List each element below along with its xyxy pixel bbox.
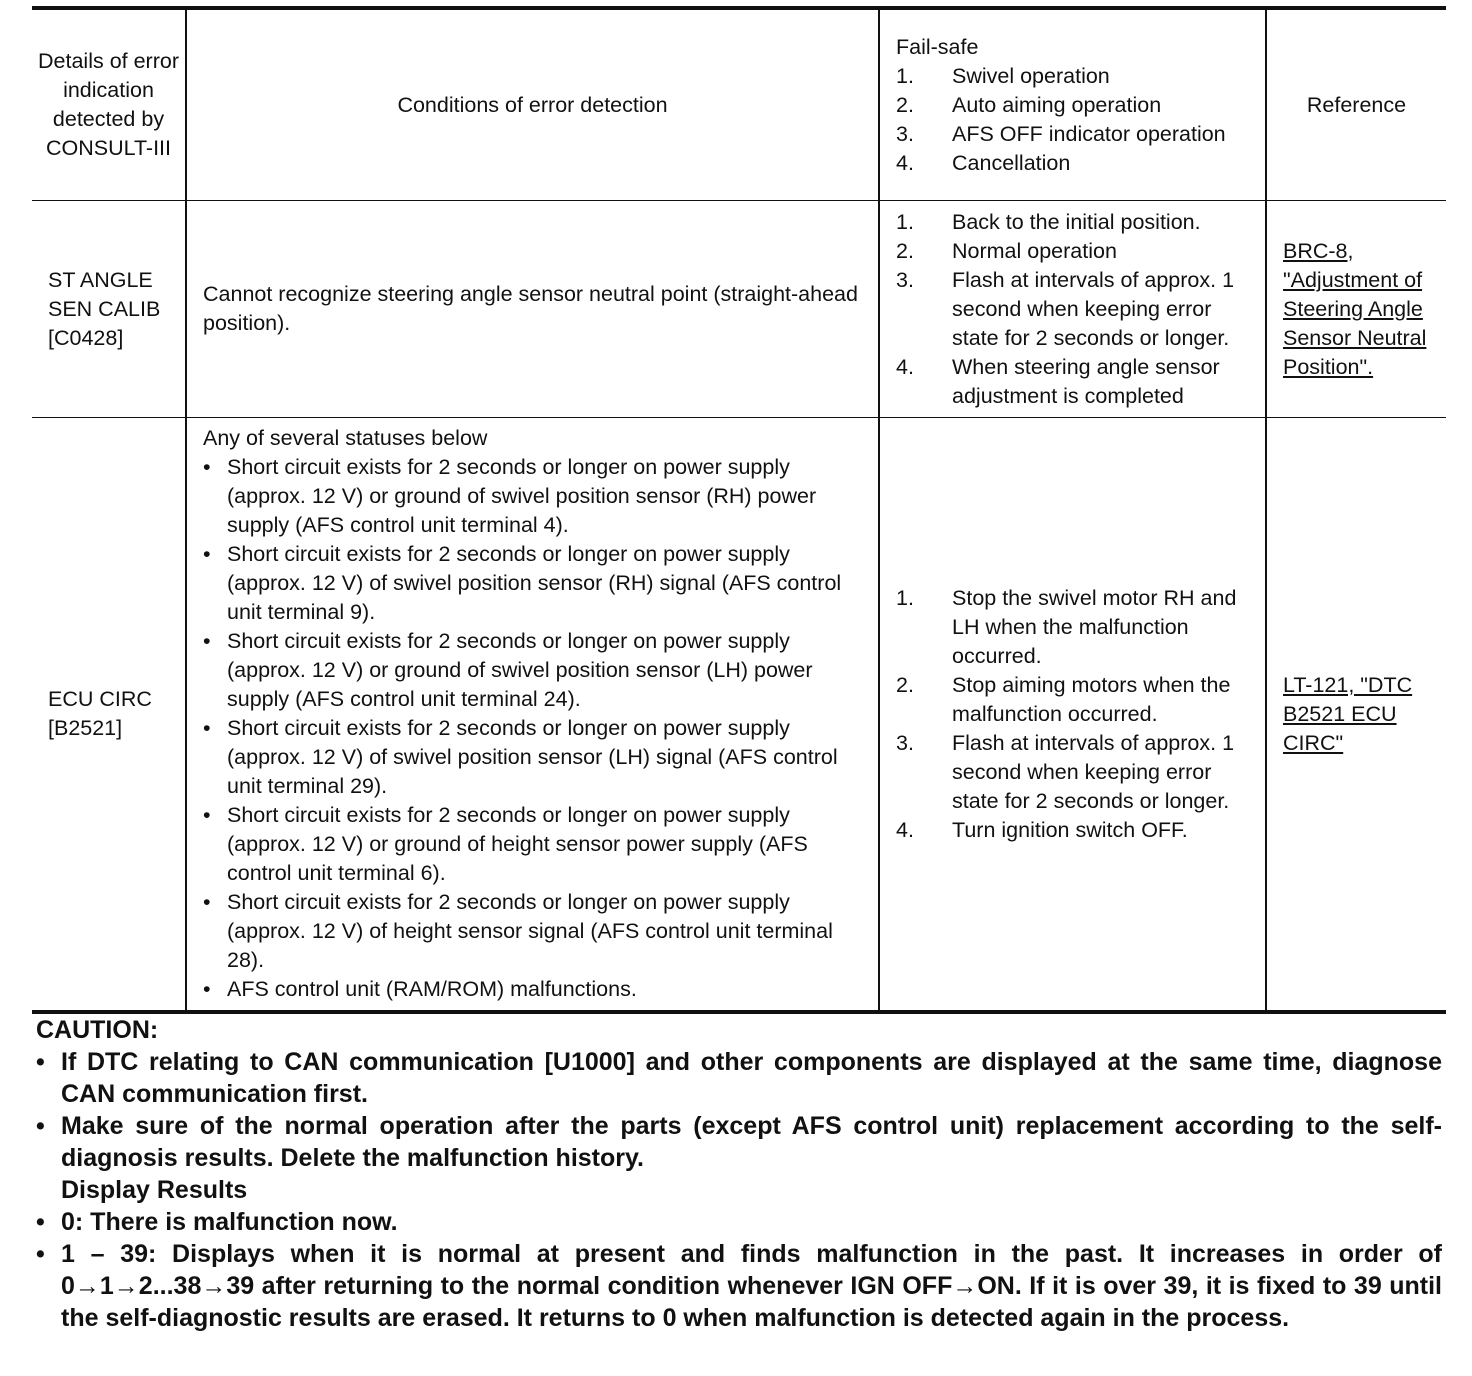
header-details: Details of error indication detected by CONSULT-III bbox=[38, 49, 179, 160]
reference-link[interactable]: BRC-8, "Adjustment of Steering Angle Sensor Neutral Position". bbox=[1283, 238, 1427, 379]
header-failsafe bbox=[879, 8, 1266, 201]
caution-section bbox=[36, 1014, 1442, 1334]
reference-cell bbox=[1266, 201, 1446, 418]
list-item: • Short circuit exists for 2 seconds or longer on power supply (approx. 12 V) of swivel position sensor (RH) signal (AFS control unit terminal 9). bbox=[203, 542, 842, 624]
header-conditions: Conditions of error detection bbox=[186, 8, 879, 201]
failsafe-title: Fail-safe bbox=[896, 34, 979, 59]
list-item: 2. Normal operation bbox=[896, 238, 1117, 263]
list-item: • AFS control unit (RAM/ROM) malfunctions. bbox=[203, 977, 637, 1001]
dtc-code-cell: ECU CIRC [B2521] bbox=[48, 687, 152, 740]
list-item: 1. Back to the initial position. bbox=[896, 209, 1201, 234]
caution-item: • If DTC relating to CAN communication [U1000] and other components are displayed at the same time, diagnose CAN communication first. bbox=[36, 1048, 1442, 1108]
list-item: 1. Swivel operation bbox=[896, 63, 1110, 88]
condition-cell: Cannot recognize steering angle sensor neutral point (straight-ahead position). bbox=[186, 201, 879, 418]
list-item: 4. When steering angle sensor adjustment is completed bbox=[896, 354, 1220, 408]
table-row bbox=[32, 201, 1446, 418]
caution-item: • 1 – 39: Displays when it is normal at present and finds malfunction in the past. It increases in order of 0→1→2...38→39 after returning to the normal condition whenever IGN OFF→ON. If it is over 39, it is fixed to 39 until the self-diagnostic results are erased. It returns to 0 when malfunction is detected again in the process. bbox=[36, 1240, 1442, 1332]
list-item: • Short circuit exists for 2 seconds or longer on power supply (approx. 12 V) or ground of swivel position sensor (LH) power supply (AFS control unit terminal 24). bbox=[203, 629, 813, 711]
list-item: • Short circuit exists for 2 seconds or longer on power supply (approx. 12 V) or ground of swivel position sensor (RH) power supply (AFS control unit terminal 4). bbox=[203, 455, 817, 537]
list-item: 3. Flash at intervals of approx. 1 second when keeping error state for 2 seconds or longer. bbox=[896, 730, 1235, 813]
reference-link[interactable]: LT-121, "DTC B2521 ECU CIRC" bbox=[1283, 672, 1413, 755]
failsafe-header-list bbox=[896, 62, 1251, 178]
list-item: 1. Stop the swivel motor RH and LH when the malfunction occurred. bbox=[896, 585, 1237, 668]
display-results-heading: Display Results bbox=[61, 1176, 248, 1204]
reference-cell bbox=[1266, 418, 1446, 1013]
dtc-table bbox=[32, 6, 1446, 1014]
list-item: 4. Cancellation bbox=[896, 150, 1071, 175]
table-header-row bbox=[32, 8, 1446, 201]
list-item: • Short circuit exists for 2 seconds or longer on power supply (approx. 12 V) or ground of height sensor power supply (AFS control unit terminal 6). bbox=[203, 803, 808, 885]
list-item: 3. AFS OFF indicator operation bbox=[896, 121, 1226, 146]
list-item: • Short circuit exists for 2 seconds or longer on power supply (approx. 12 V) of swivel position sensor (LH) signal (AFS control unit terminal 29). bbox=[203, 716, 838, 798]
caution-title: CAUTION: bbox=[36, 1016, 159, 1044]
condition-cell: Any of several statuses below • Short circuit exists for 2 seconds or longer on power supply (approx. 12 V) or ground of swivel position sensor (RH) power supply (AFS control unit terminal 4). • Short circuit exists for 2 seconds or longer on power supply (approx. 12 V) of swivel position sensor (RH) signal (AFS control unit terminal 9). • Short circuit exists for 2 seconds or longer on power supply (approx. 12 V) or ground of swivel position sensor (LH) power supply (AFS control unit terminal 24). • Short circuit exists for 2 seconds or longer on power supply (approx. 12 V) of swivel position sensor (LH) signal (AFS control unit terminal 29). • Short circuit exists for 2 seconds or longer on power supply (approx. 12 V) or ground of height sensor power supply (AFS control unit terminal 6). • Short circuit exists for 2 seconds or longer on power supply (approx. 12 V) of height sensor signal (AFS control unit terminal 28). • AFS control unit (RAM/ROM) malfunctions. bbox=[186, 418, 879, 1013]
failsafe-cell bbox=[879, 418, 1266, 1013]
header-reference: Reference bbox=[1266, 8, 1446, 201]
list-item: 4. Turn ignition switch OFF. bbox=[896, 817, 1188, 842]
list-item: • Short circuit exists for 2 seconds or longer on power supply (approx. 12 V) of height sensor signal (AFS control unit terminal 28). bbox=[203, 890, 833, 972]
list-item: 2. Auto aiming operation bbox=[896, 92, 1162, 117]
list-item: 2. Stop aiming motors when the malfunction occurred. bbox=[896, 672, 1231, 726]
caution-item: • Make sure of the normal operation after the parts (except AFS control unit) replacement according to the self-diagnosis results. Delete the malfunction history. bbox=[36, 1112, 1442, 1172]
failsafe-cell bbox=[879, 201, 1266, 418]
list-item: 3. Flash at intervals of approx. 1 second when keeping error state for 2 seconds or longer. bbox=[896, 267, 1235, 350]
table-row bbox=[32, 418, 1446, 1013]
caution-item: • 0: There is malfunction now. bbox=[36, 1208, 398, 1236]
dtc-code-cell: ST ANGLE SEN CALIB [C0428] bbox=[48, 267, 161, 350]
